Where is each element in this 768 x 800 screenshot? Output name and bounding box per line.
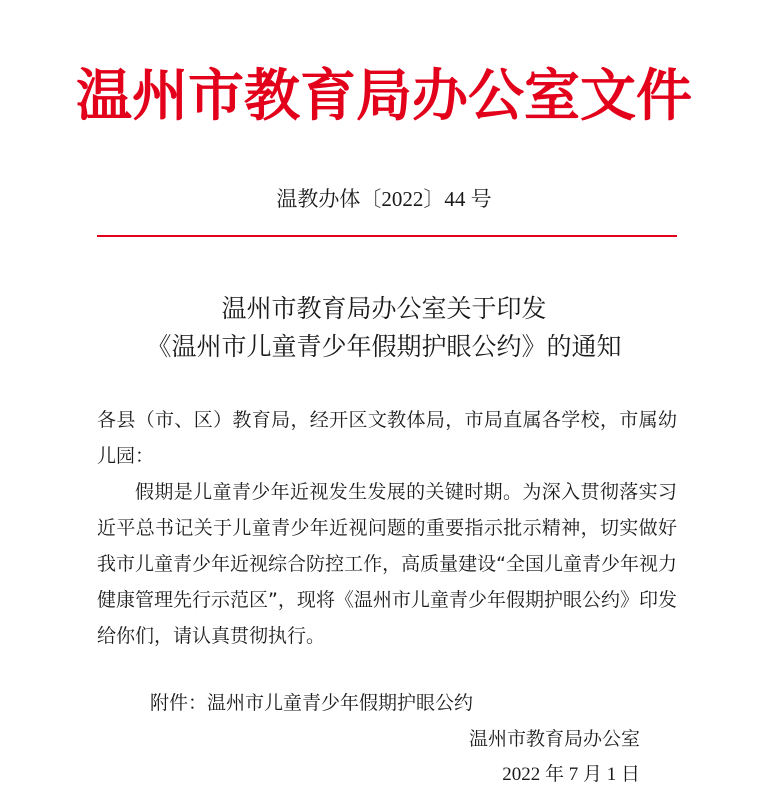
notice-title-line-2: 《温州市儿童青少年假期护眼公约》的通知 [146, 332, 622, 361]
salutation: 各县（市、区）教育局，经开区文教体局，市局直属各学校，市属幼儿园： [97, 409, 677, 467]
issuer-signature: 温州市教育局办公室 [468, 728, 640, 750]
notice-title [0, 290, 768, 366]
body-paragraph: 假期是儿童青少年近视发生发展的关键时期。为深入贯彻落实习近平总书记关于儿童青少年近视问题的重要指示批示精神，切实做好我市儿童青少年近视综合防控工作，高质量建设“全国儿童青少年视力健康管理先行示范区”，现将《温州市儿童青少年假期护眼公约》印发给你们，请认真贯彻执行。 [97, 481, 677, 647]
notice-body [97, 402, 677, 654]
attachment-line: 附件：温州市儿童青少年假期护眼公约 [150, 692, 474, 714]
red-divider-line [97, 235, 677, 237]
document-number: 温教办体〔2022〕44 号 [276, 187, 492, 211]
issue-date: 2022 年 7 月 1 日 [502, 764, 640, 785]
document-header-title: 温州市教育局办公室文件 [76, 63, 692, 129]
notice-title-line-1: 温州市教育局办公室关于印发 [221, 294, 547, 323]
